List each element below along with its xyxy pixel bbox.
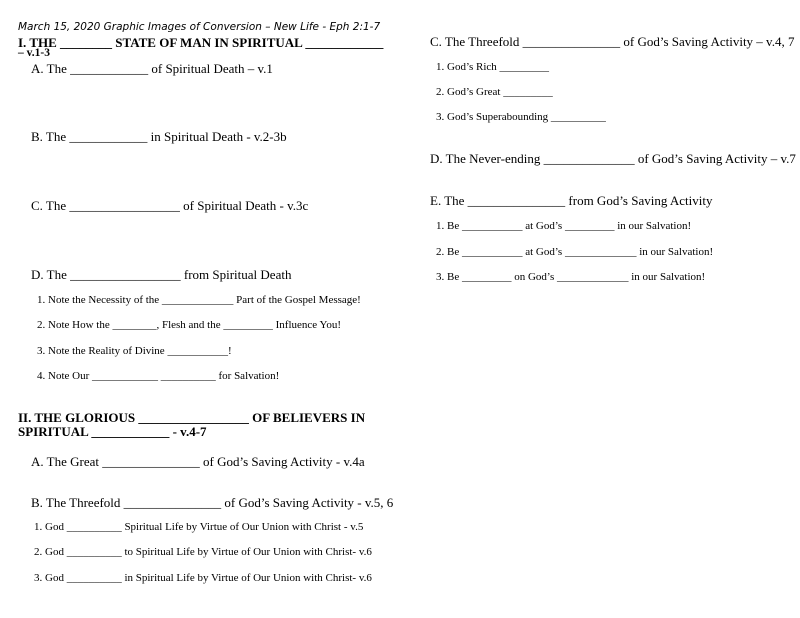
section-1-d-item-1: 1. Note the Necessity of the _____________ Part of the Gospel Message! — [37, 294, 361, 306]
section-1-point-a: A. The ____________ of Spiritual Death – v.1 — [31, 61, 273, 76]
section-1-point-d: D. The _________________ from Spiritual Death — [31, 267, 292, 282]
section-1-heading: I. THE ________ STATE OF MAN IN SPIRITUAL ____________ — [18, 35, 384, 50]
section-1-heading-verse: – v.1-3 — [18, 47, 50, 59]
right-c-item-1: 1. God’s Rich _________ — [436, 61, 550, 73]
section-1-point-b: B. The ____________ in Spiritual Death - v.2-3b — [31, 129, 287, 144]
right-e-item-1: 1. Be ___________ at God’s _________ in our Salvation! — [436, 220, 692, 232]
section-2-b-item-3: 3. God __________ in Spiritual Life by Virtue of Our Union with Christ- v.6 — [34, 572, 372, 584]
section-2-point-a: A. The Great _______________ of God’s Saving Activity - v.4a — [31, 454, 365, 469]
right-point-d: D. The Never-ending ______________ of God’s Saving Activity – v.7 — [430, 151, 796, 166]
section-1-d-item-2: 2. Note How the ________, Flesh and the _________ Influence You! — [37, 319, 341, 331]
section-1-d-item-4: 4. Note Our ____________ __________ for Salvation! — [37, 370, 280, 382]
document-header: March 15, 2020 Graphic Images of Conversion – New Life - Eph 2:1-7 — [18, 21, 381, 33]
right-e-item-2: 2. Be ___________ at God’s _____________ in our Salvation! — [436, 246, 714, 258]
section-2-point-b: B. The Threefold _______________ of God’s Saving Activity - v.5, 6 — [31, 495, 394, 510]
section-1-point-c: C. The _________________ of Spiritual Death - v.3c — [31, 198, 309, 213]
section-2-heading: II. THE GLORIOUS _________________ OF BELIEVERS IN — [18, 410, 366, 425]
right-e-item-3: 3. Be _________ on God’s _____________ in our Salvation! — [436, 271, 706, 283]
right-point-c: C. The Threefold _______________ of God’s Saving Activity – v.4, 7 — [430, 34, 795, 49]
section-1-d-item-3: 3. Note the Reality of Divine ___________! — [37, 345, 232, 357]
section-2-b-item-1: 1. God __________ Spiritual Life by Virtue of Our Union with Christ - v.5 — [34, 521, 364, 533]
section-2-b-item-2: 2. God __________ to Spiritual Life by Virtue of Our Union with Christ- v.6 — [34, 546, 372, 558]
section-2-heading-line2: SPIRITUAL ____________ - v.4-7 — [18, 424, 207, 439]
right-c-item-3: 3. God’s Superabounding __________ — [436, 111, 606, 123]
right-c-item-2: 2. God’s Great _________ — [436, 86, 553, 98]
right-point-e: E. The _______________ from God’s Saving Activity — [430, 193, 713, 208]
